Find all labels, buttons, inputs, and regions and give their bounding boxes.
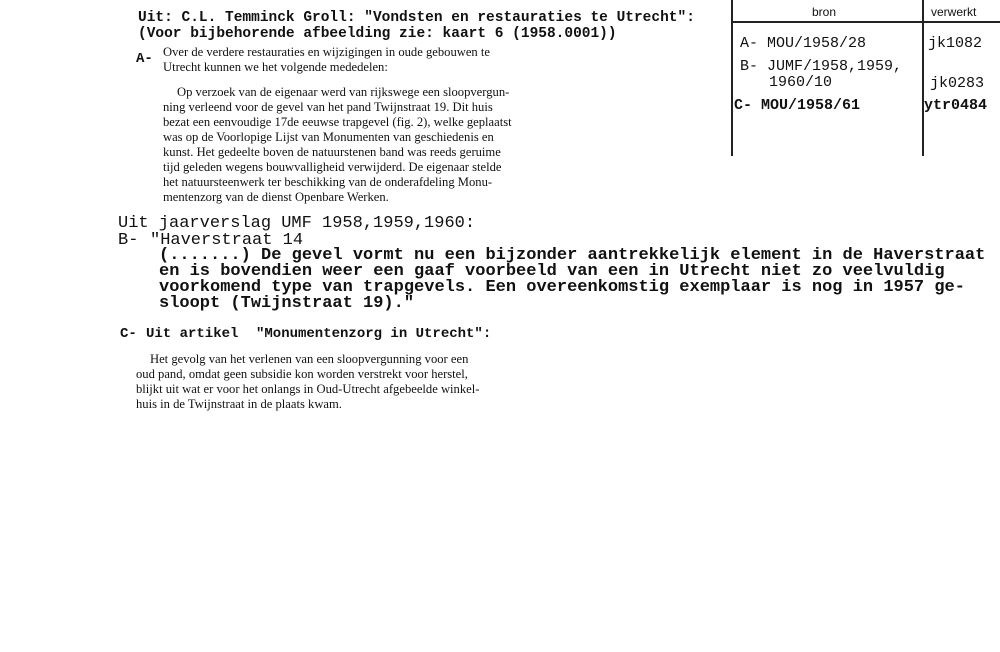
table-cell-verwerkt: jk0283: [930, 75, 985, 92]
table-header-rule: [731, 21, 1000, 23]
section-b-marker: B-: [118, 231, 139, 250]
table-cell-verwerkt: jk1082: [928, 35, 983, 52]
table-cell-verwerkt: ytr0484: [924, 97, 988, 114]
table-cell-bron: A- MOU/1958/28: [740, 35, 867, 52]
section-b-line: en is bovendien weer een gaaf voorbeeld van een in Utrecht niet zo veelvuldig: [159, 262, 945, 281]
section-a-body-line: Op verzoek van de eigenaar werd van rijkswege een sloopvergun-: [177, 85, 510, 99]
section-b-line: sloopt (Twijnstraat 19).": [159, 294, 415, 313]
table-header-bron: bron: [812, 5, 837, 19]
section-a-body-line: ning verleend voor de gevel van het pand Twijnstraat 19. Dit huis: [163, 100, 493, 114]
section-a-marker: A-: [136, 51, 153, 67]
table-cell-bron: B- JUMF/1958,1959,: [740, 58, 903, 75]
source-subheading: (Voor bijbehorende afbeelding zie: kaart 6 (1958.0001)): [138, 26, 617, 42]
section-a-body-line: was op de Voorlopige Lijst van Monumenten van geschiedenis en: [163, 130, 494, 144]
section-b-line: (.......) De gevel vormt nu een bijzonder aantrekkelijk element in de Haverstraat: [159, 246, 986, 265]
section-c-label: Uit artikel: [146, 326, 239, 342]
section-a-intro-line: Over de verdere restauraties en wijzigingen in oude gebouwen te: [163, 45, 490, 59]
section-a-body-line: kunst. Het gedeelte boven de natuurstenen band was reeds geruime: [163, 145, 501, 159]
section-b-heading: Uit jaarverslag UMF 1958,1959,1960:: [118, 214, 476, 233]
section-c-body-line: blijkt uit wat er voor het onlangs in Oud-Utrecht afgebeelde winkel-: [136, 382, 480, 396]
section-a-intro-line: Utrecht kunnen we het volgende mededelen:: [163, 60, 388, 74]
section-c-body-line: oud pand, omdat geen subsidie kon worden verstrekt voor herstel,: [136, 367, 468, 381]
source-heading: Uit: C.L. Temminck Groll: "Vondsten en restauraties te Utrecht":: [138, 10, 695, 26]
section-c-marker: C-: [120, 326, 137, 342]
table-header-verwerkt: verwerkt: [931, 5, 977, 19]
section-a-body-line: tijd geleden wegens bouwvalligheid verwijderd. De eigenaar stelde: [163, 160, 502, 174]
table-column-divider: [922, 0, 924, 156]
section-b-title: "Haverstraat 14: [150, 231, 304, 250]
section-c-body-line: huis in de Twijnstraat in de plaats kwam.: [136, 397, 342, 411]
section-a-body-line: bezat een eenvoudige 17de eeuwse trapgevel (fig. 2), welke geplaatst: [163, 115, 512, 129]
table-cell-bron: C- MOU/1958/61: [734, 97, 861, 114]
table-left-border: [731, 0, 733, 156]
section-a-body-line: mentenzorg van de dienst Openbare Werken.: [163, 190, 389, 204]
table-cell-bron: 1960/10: [769, 74, 833, 91]
section-a-body-line: het natuursteenwerk ter beschikking van de onderafdeling Monu-: [163, 175, 493, 189]
section-b-line: voorkomend type van trapgevels. Een overeenkomstig exemplaar is nog in 1957 ge-: [159, 278, 965, 297]
section-c-title: "Monumentenzorg in Utrecht":: [256, 326, 492, 342]
section-c-body-line: Het gevolg van het verlenen van een sloopvergunning voor een: [150, 352, 469, 366]
